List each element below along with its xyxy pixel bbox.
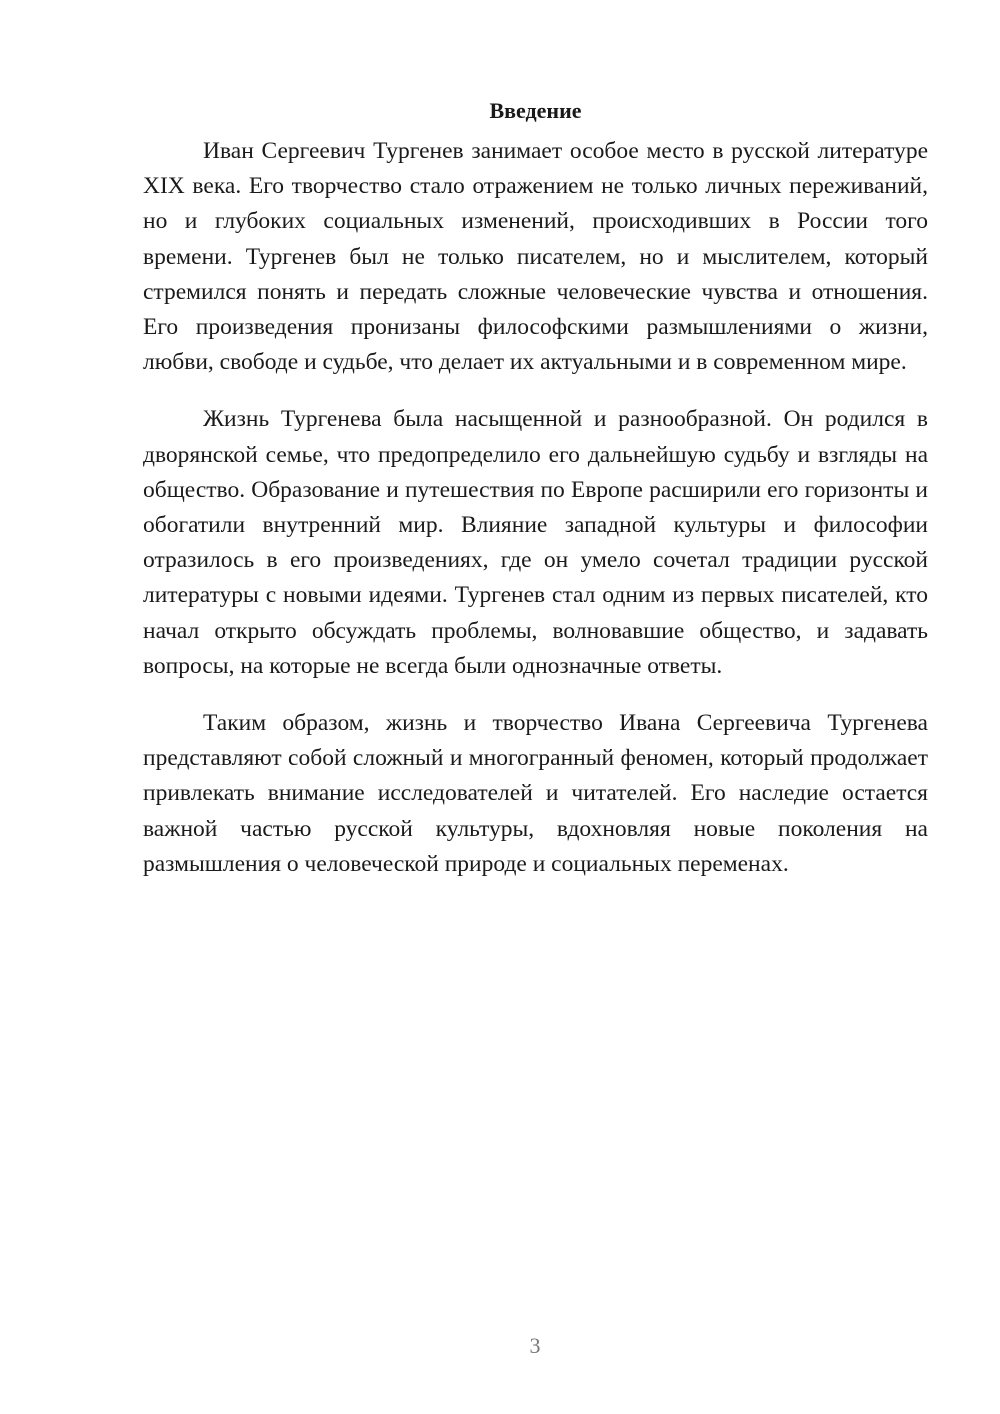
section-heading: Введение — [489, 98, 582, 123]
page-content — [143, 96, 928, 904]
paragraph-2: Жизнь Тургенева была насыщенной и разнообразной. Он родился в дворянской семье, что предопределило его дальнейшую судьбу и взгляды на общество. Образование и путешествия по Европе расширили его горизонты и обогатили внутренний мир. Влияние западной культуры и философии отразилось в его произведениях, где он умело сочетал традиции русской литературы с новыми идеями. Тургенев стал одним из первых писателей, кто начал открыто обсуждать проблемы, волновавшие общество, и задавать вопросы, на которые не всегда были однозначные ответы. — [143, 406, 928, 679]
paragraph-1: Иван Сергеевич Тургенев занимает особое место в русской литературе XIX века. Его творчество стало отражением не только личных переживаний, но и глубоких социальных изменений, происходивших в России того времени. Тургенев был не только писателем, но и мыслителем, который стремился понять и передать сложные человеческие чувства и отношения. Его произведения пронизаны философскими размышлениями о жизни, любви, свободе и судьбе, что делает их актуальными и в современном мире. — [143, 138, 928, 376]
paragraph-3: Таким образом, жизнь и творчество Ивана Сергеевича Тургенева представляют собой сложный и многогранный феномен, который продолжает привлекать внимание исследователей и читателей. Его наследие остается важной частью русской культуры, вдохновляя новые поколения на размышления о человеческой природе и социальных переменах. — [143, 710, 928, 877]
page-number: 3 — [529, 1333, 541, 1358]
